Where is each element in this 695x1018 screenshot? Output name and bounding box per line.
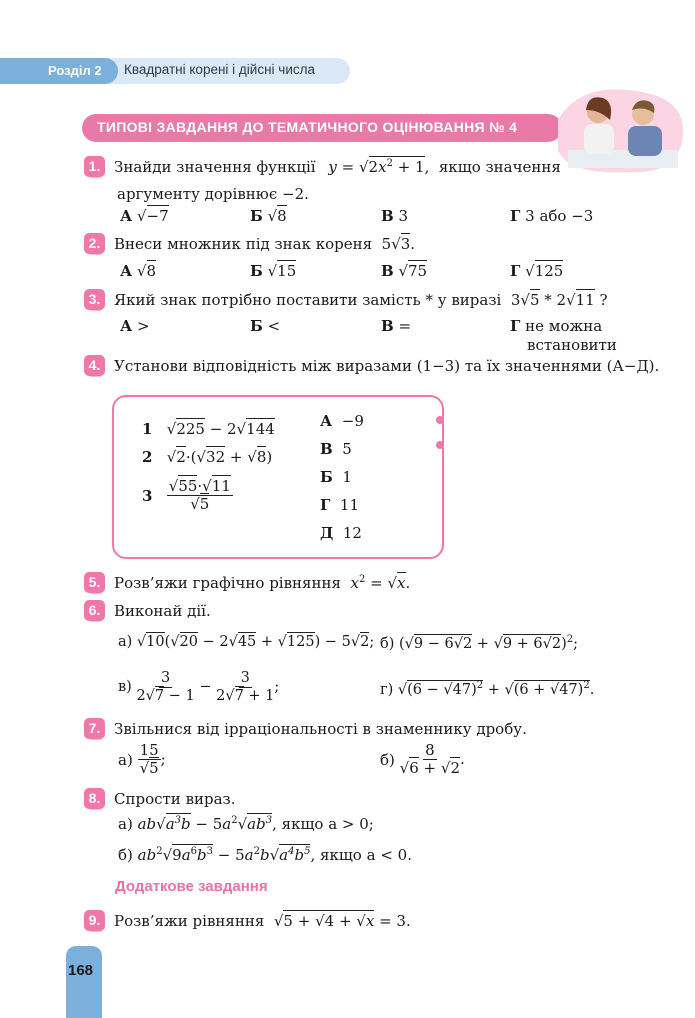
match-right-g: Г 11 <box>320 496 359 514</box>
match-right-d: Д 12 <box>320 524 362 542</box>
task-3-number: 3. <box>84 289 105 310</box>
task-2-number: 2. <box>84 233 105 254</box>
task-5-text: Розв’яжи графічно рівняння $x^2 = √x$. <box>114 574 411 592</box>
task-8-a: а) $ab√a^3b - 5a^2√ab^3$, якщо a > 0; <box>118 815 374 833</box>
task-7-b: б) $\frac{8}{√6 + √2}$ . <box>380 741 465 778</box>
task-3-option-d: Г не можна <box>510 317 603 335</box>
chapter-title: Квадратні корені і дійсні числа <box>124 62 315 77</box>
task-1-option-a: А √−7 <box>120 207 169 225</box>
page-title: ТИПОВІ ЗАВДАННЯ ДО ТЕМАТИЧНОГО ОЦІНЮВАННЯ № 4 <box>97 119 518 135</box>
task-3-text: Який знак потрібно поставити замість * у виразі 3√5 * 2√11 ? <box>114 291 608 309</box>
task-9-number: 9. <box>84 910 105 931</box>
box-dot <box>436 441 444 449</box>
task-6-a: а) √10(√20 − 2√45 + √125) − 5√2; <box>118 634 375 650</box>
task-4-number: 4. <box>84 355 105 376</box>
task-6-number: 6. <box>84 600 105 621</box>
section-label: Розділ 2 <box>48 63 102 78</box>
task-1-number: 1. <box>84 156 105 177</box>
section-badge <box>0 58 118 84</box>
task-1-text-b: якщо значення <box>438 158 561 176</box>
task-9-text: Розв’яжи рівняння √5 + √4 + √x = 3. <box>114 912 411 930</box>
task-8-number: 8. <box>84 788 105 809</box>
task-5-text-a: Розв’яжи графічно рівняння <box>114 574 341 592</box>
match-left-1: 1 √225 − 2√144 <box>142 420 275 438</box>
match-right-b: Б 1 <box>320 468 352 486</box>
page-number: 168 <box>68 962 94 979</box>
task-2-option-c: В √75 <box>381 262 428 280</box>
task-6-d: г) $√(6 - √47)^2 + √(6 + √47)^2$. <box>380 680 595 698</box>
task-1-text: Знайди значення функції $y = √2x^2 + 1$, якщо значення <box>114 158 561 176</box>
box-dot <box>436 416 444 424</box>
task-2-text-a: Внеси множник під знак кореня <box>114 235 373 253</box>
task-1-option-c: В 3 <box>381 207 409 225</box>
task-7-text: Звільнися від ірраціональності в знаменнику дробу. <box>114 720 527 738</box>
task-6-b: б) $(√9 - 6√2 + √9 + 6√2)^2$; <box>380 634 579 652</box>
task-1-option-b: Б √8 <box>250 207 287 225</box>
task-2-text: Внеси множник під знак кореня 5√3. <box>114 235 416 253</box>
task-2-option-d: Г √125 <box>510 262 564 280</box>
task-2-option-b: Б √15 <box>250 262 297 280</box>
task-9-text-a: Розв’яжи рівняння <box>114 912 265 930</box>
task-4-text: Установи відповідність між виразами (1−3) та їх значеннями (А−Д). <box>114 357 660 375</box>
task-7-a: а) $\frac{15}{√5}$ ; <box>118 741 166 778</box>
task-6-text: Виконай дії. <box>114 602 211 620</box>
match-left-3: 3 $\frac{√55\cdot√11}{√5}$ <box>142 477 231 514</box>
match-right-v: В 5 <box>320 440 352 458</box>
task-3-option-d-cont: встановити <box>527 336 617 354</box>
task-3-option-c: В = <box>381 317 412 335</box>
task-7-number: 7. <box>84 718 105 739</box>
students-photo <box>548 80 688 180</box>
match-left-2: 2 √2·(√32 + √8) <box>142 448 273 466</box>
task-1-text-c: аргументу дорівнює −2. <box>117 185 309 203</box>
task-3-option-a: А > <box>120 317 150 335</box>
task-3-option-b: Б < <box>250 317 281 335</box>
task-6-c: в) $\frac{3}{2√7 - 1}$ − $\frac{3}{2√7 + 1}$ ; <box>118 670 280 704</box>
task-3-text-a: Який знак потрібно поставити замість * у виразі <box>114 291 502 309</box>
match-right-a: А −9 <box>320 412 364 430</box>
page-tab <box>66 946 102 1018</box>
task-2-option-a: А √8 <box>120 262 157 280</box>
task-8-b: б) $ab^2√9a^6b^3 - 5a^2b√a^4b^5$, якщо a < 0. <box>118 846 412 864</box>
task-8-text: Спрости вираз. <box>114 790 236 808</box>
task-1-option-d: Г 3 або −3 <box>510 207 594 225</box>
task-5-number: 5. <box>84 572 105 593</box>
task-1-text-a: Знайди значення функції <box>114 158 316 176</box>
extra-task-title: Додаткове завдання <box>115 878 268 895</box>
